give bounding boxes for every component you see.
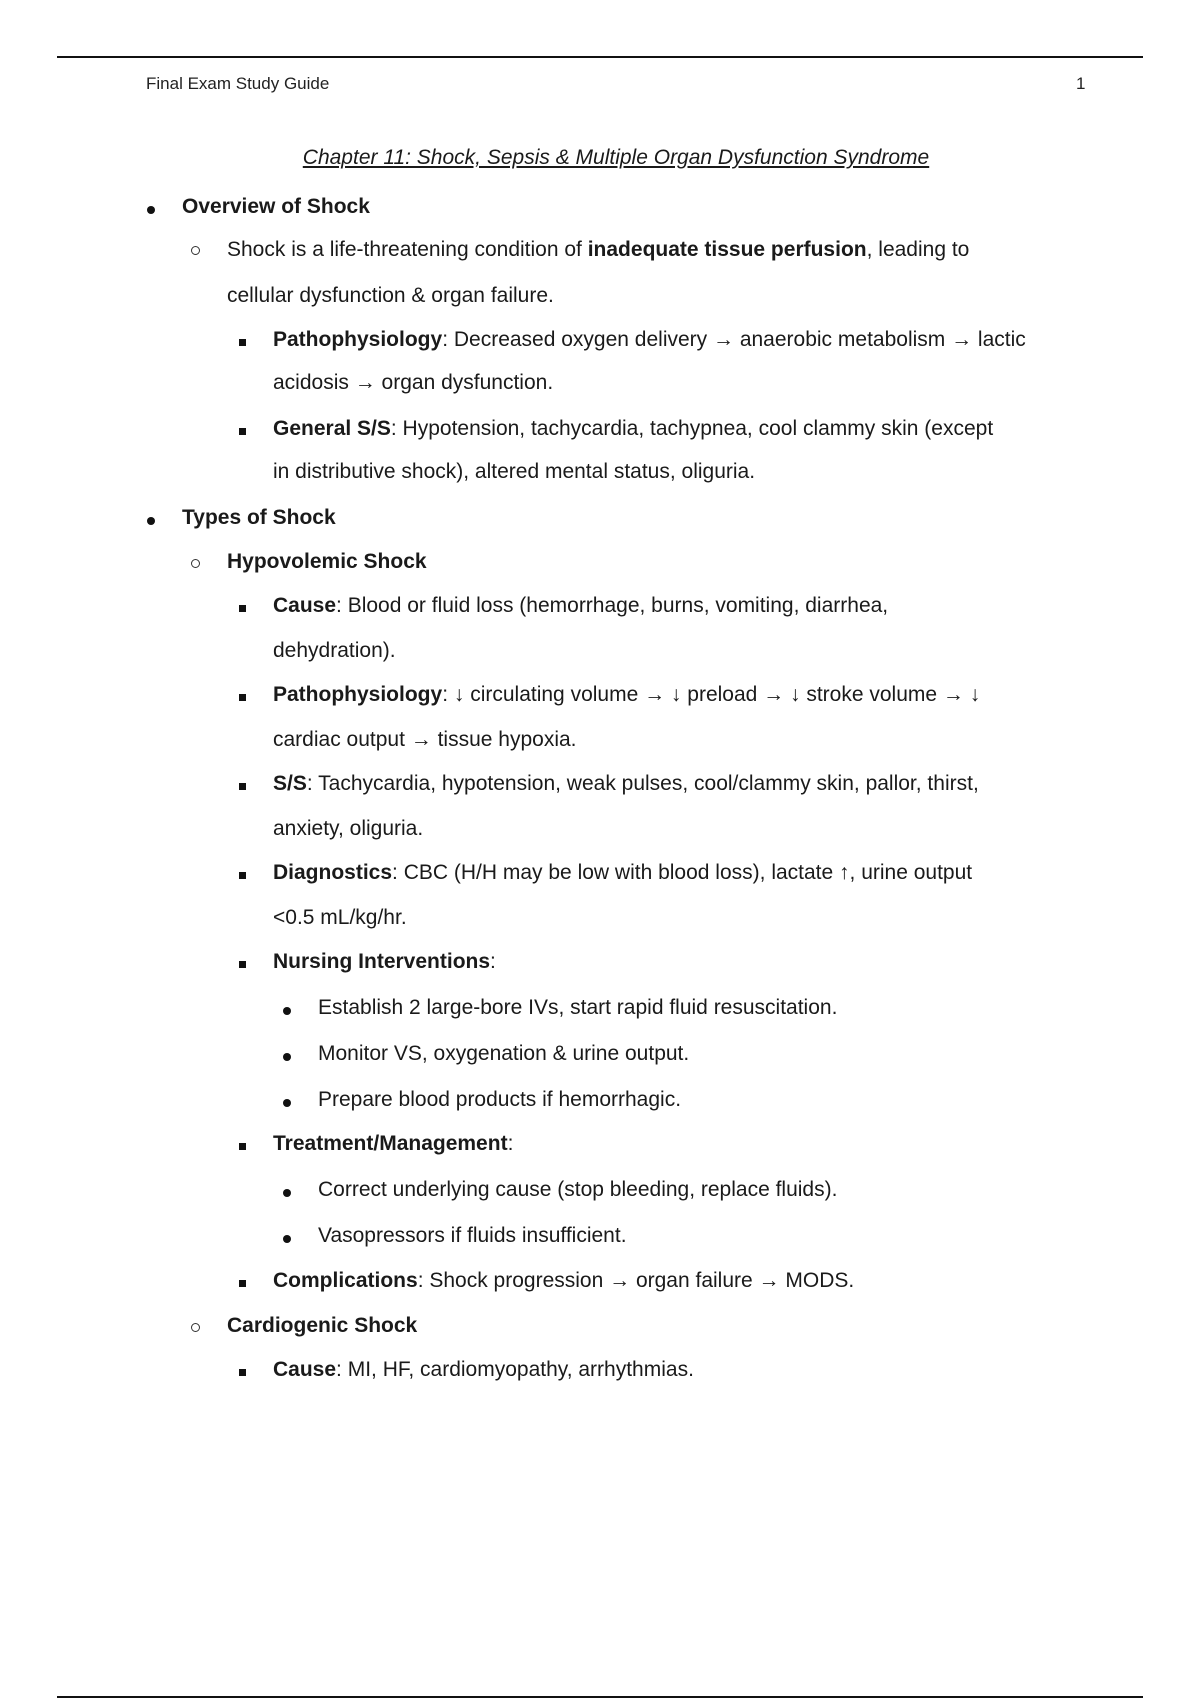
bullet-square-icon (239, 682, 246, 708)
cardiogenic-cause: Cause: MI, HF, cardiomyopathy, arrhythmias. (273, 1358, 694, 1381)
bullet-square-icon (239, 1357, 246, 1383)
bullet-square-icon (239, 949, 246, 975)
bullet-square-icon (239, 860, 246, 886)
overview-pathophysiology-cont: acidosis → organ dysfunction. (273, 371, 554, 394)
section-heading-types: Types of Shock (182, 506, 336, 529)
hypovolemic-complications: Complications: Shock progression → organ failure → MODS. (273, 1269, 855, 1292)
bullet-dot-icon (283, 1088, 291, 1114)
hypovolemic-diagnostics-cont: <0.5 mL/kg/hr. (273, 906, 407, 929)
hypovolemic-ss: S/S: Tachycardia, hypotension, weak pulses, cool/clammy skin, pallor, thirst, (273, 772, 979, 795)
bullet-dot-icon (283, 1178, 291, 1204)
bullet-square-icon (239, 771, 246, 797)
bullet-dot-icon (147, 195, 155, 221)
bullet-dot-icon (283, 1042, 291, 1068)
bullet-circle-icon (191, 236, 200, 262)
bullet-square-icon (239, 1268, 246, 1294)
list-item: Correct underlying cause (stop bleeding, replace fluids). (318, 1178, 838, 1201)
bullet-square-icon (239, 1131, 246, 1157)
bullet-dot-icon (283, 1224, 291, 1250)
overview-general-ss-cont: in distributive shock), altered mental status, oliguria. (273, 460, 756, 483)
hypovolemic-cause: Cause: Blood or fluid loss (hemorrhage, burns, vomiting, diarrhea, (273, 594, 889, 617)
hypovolemic-pathophysiology: Pathophysiology: ↓ circulating volume → ↓ preload → ↓ stroke volume → ↓ (273, 683, 981, 706)
bullet-square-icon (239, 327, 246, 353)
bullet-dot-icon (147, 506, 155, 532)
bullet-dot-icon (283, 996, 291, 1022)
section-heading-overview: Overview of Shock (182, 195, 370, 218)
subheading-cardiogenic: Cardiogenic Shock (227, 1314, 418, 1337)
hypovolemic-ss-cont: anxiety, oliguria. (273, 817, 424, 840)
list-item: Prepare blood products if hemorrhagic. (318, 1088, 682, 1111)
overview-general-ss: General S/S: Hypotension, tachycardia, tachypnea, cool clammy skin (except (273, 417, 994, 440)
hypovolemic-cause-cont: dehydration). (273, 639, 396, 662)
hypovolemic-treatment-heading: Treatment/Management: (273, 1132, 514, 1155)
overview-pathophysiology: Pathophysiology: Decreased oxygen delivery → anaerobic metabolism → lactic (273, 328, 1026, 351)
bullet-circle-icon (191, 1313, 200, 1339)
header-rule (57, 56, 1143, 58)
page-number: 1 (1076, 74, 1086, 93)
bullet-circle-icon (191, 549, 200, 575)
hypovolemic-pathophysiology-cont: cardiac output → tissue hypoxia. (273, 728, 577, 751)
running-header: Final Exam Study Guide (146, 74, 330, 93)
shock-definition: Shock is a life-threatening condition of inadequate tissue perfusion, leading to (227, 238, 970, 261)
list-item: Vasopressors if fluids insufficient. (318, 1224, 627, 1247)
bullet-square-icon (239, 593, 246, 619)
bullet-square-icon (239, 416, 246, 442)
footer-rule (57, 1696, 1143, 1698)
shock-definition-cont: cellular dysfunction & organ failure. (227, 284, 554, 307)
chapter-title: Chapter 11: Shock, Sepsis & Multiple Organ Dysfunction Syndrome (302, 146, 930, 169)
list-item: Establish 2 large-bore IVs, start rapid fluid resuscitation. (318, 996, 838, 1019)
hypovolemic-nursing-heading: Nursing Interventions: (273, 950, 496, 973)
subheading-hypovolemic: Hypovolemic Shock (227, 550, 427, 573)
list-item: Monitor VS, oxygenation & urine output. (318, 1042, 690, 1065)
hypovolemic-diagnostics: Diagnostics: CBC (H/H may be low with blood loss), lactate ↑, urine output (273, 861, 973, 884)
